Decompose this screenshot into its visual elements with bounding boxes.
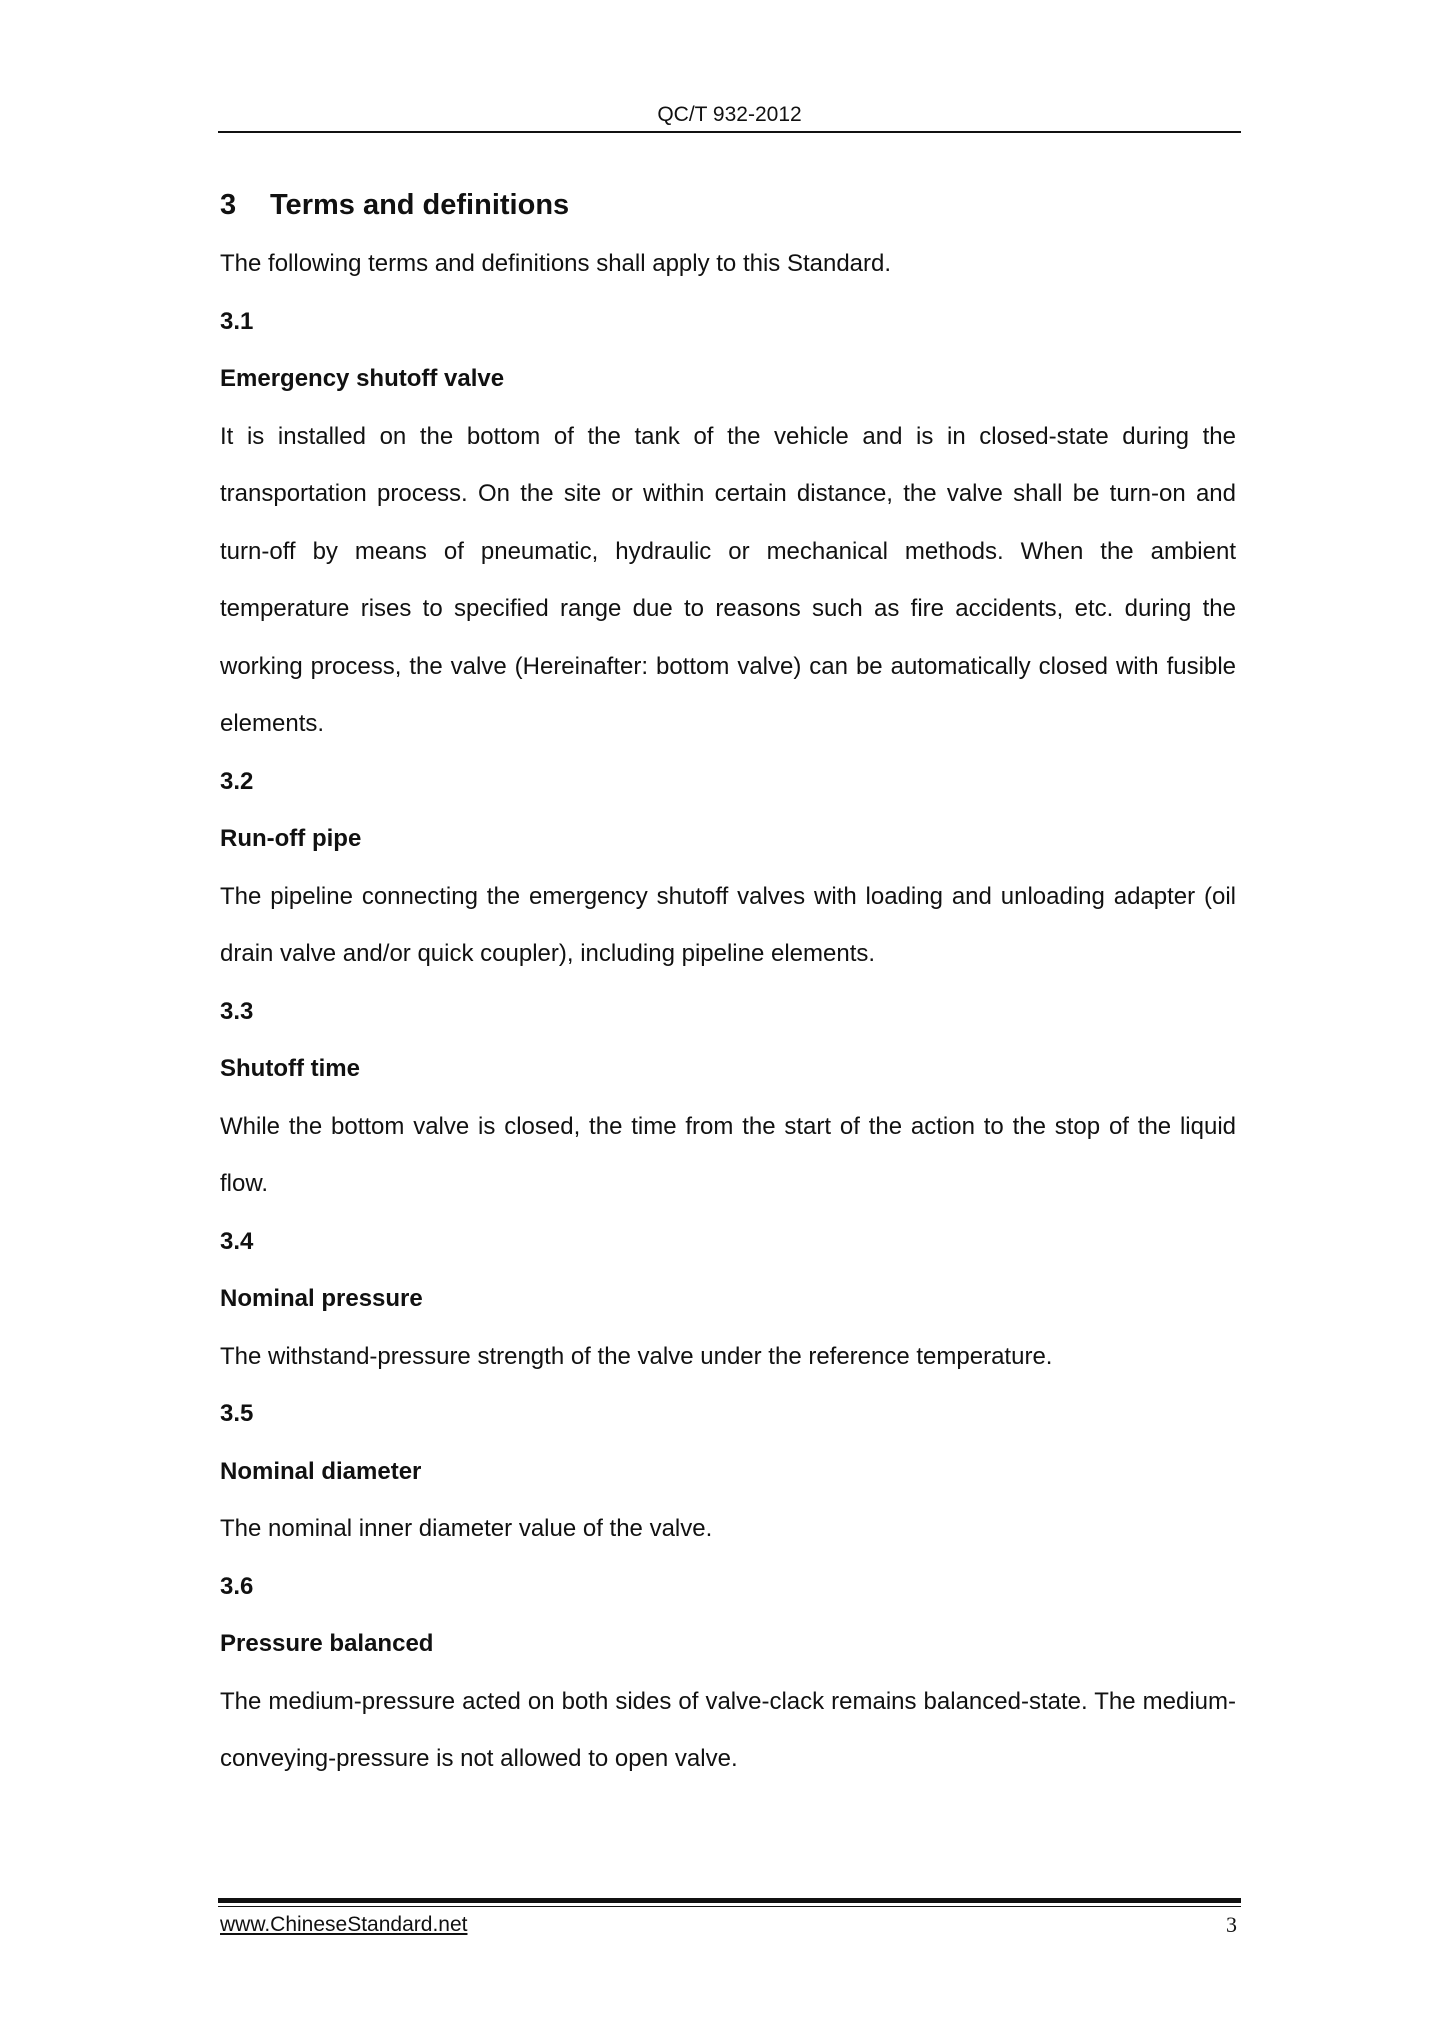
term-entry <box>220 1558 1236 1788</box>
term-number: 3.6 <box>220 1572 254 1600</box>
term-title: Nominal diameter <box>220 1457 422 1485</box>
term-definition: The nominal inner diameter value of the valve. <box>220 1515 713 1542</box>
footer-rule-thick <box>218 1898 1241 1903</box>
term-definition: It is installed on the bottom of the tank of the vehicle and is in closed-state during the transportation process. On the site or within certain distance, the valve shall be turn-on and turn-off by means of pneumatic, hydraulic or mechanical methods. When the ambient temperature rises to specified range due to reasons such as fire accidents, etc. during the working process, the valve (Hereinafter: bottom valve) can be automatically closed with fusible elements. <box>220 422 1236 737</box>
term-number: 3.4 <box>220 1227 254 1255</box>
term-title: Run-off pipe <box>220 825 362 852</box>
term-definition: The pipeline connecting the emergency shutoff valves with loading and unloading adapter (oil drain valve and/or quick coupler), including pipeline elements. <box>220 882 1236 967</box>
section-title: Terms and definitions <box>270 189 570 221</box>
header-rule <box>218 131 1241 133</box>
term-number: 3.5 <box>220 1400 254 1427</box>
term-entry <box>220 753 1236 983</box>
term-title: Nominal pressure <box>220 1285 423 1312</box>
term-title: Shutoff time <box>220 1055 360 1082</box>
term-definition: The withstand-pressure strength of the valve under the reference temperature. <box>220 1342 1053 1370</box>
section-heading <box>220 185 1236 225</box>
section-number: 3 <box>220 189 237 221</box>
page-number: 3 <box>1226 1912 1237 1937</box>
term-definition: While the bottom valve is closed, the time from the start of the action to the stop of the liquid flow. <box>220 1112 1236 1197</box>
section-intro: The following terms and definitions shall apply to this Standard. <box>220 250 892 277</box>
term-title: Emergency shutoff valve <box>220 365 505 392</box>
page-content <box>220 185 1236 1788</box>
term-entry <box>220 293 1236 753</box>
term-title: Pressure balanced <box>220 1630 434 1657</box>
running-header: QC/T 932-2012 <box>657 103 802 126</box>
term-entry <box>220 1213 1236 1386</box>
term-entry <box>220 1385 1236 1558</box>
term-number: 3.2 <box>220 767 254 795</box>
term-number: 3.3 <box>220 997 254 1025</box>
footer-website-link[interactable]: www.ChineseStandard.net <box>220 1913 468 1936</box>
term-definition: The medium-pressure acted on both sides of valve-clack remains balanced-state. The medium-conveying-pressure is not allowed to open valve. <box>220 1687 1236 1772</box>
footer-rule-thin <box>218 1906 1241 1907</box>
term-entry <box>220 983 1236 1213</box>
term-number: 3.1 <box>220 307 254 335</box>
